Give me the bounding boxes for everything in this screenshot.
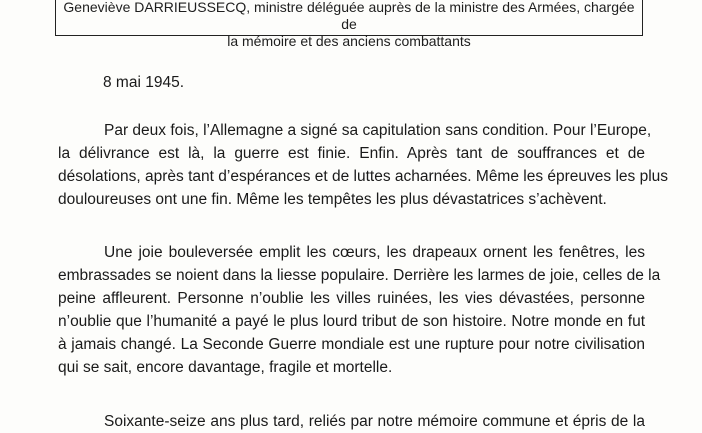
paragraph-line: Par deux fois, l’Allemagne a signé sa capitulation sans condition. Pour l’Europe, — [104, 122, 652, 139]
paragraph-line: Soixante-seize ans plus tard, reliés par notre mémoire commune et épris de la — [104, 413, 645, 430]
paragraph-line: qui se sait, encore davantage, fragile et mortelle. — [58, 359, 393, 376]
paragraph — [58, 241, 661, 379]
paragraph-line: embrassades se noient dans la liesse populaire. Derrière les larmes de joie, celles de la — [58, 267, 661, 284]
paragraph-line: n’oublie que l’humanité a payé le plus lourd tribut de son histoire. Notre monde en fut — [58, 313, 645, 330]
author-header-box — [55, 0, 643, 49]
paragraph-line: Une joie bouleversée emplit les cœurs, les drapeaux ornent les fenêtres, les — [104, 244, 645, 261]
paragraph — [58, 410, 645, 433]
paragraph-line: désolations, après tant d’espérances et de luttes acharnées. Même les épreuves les plus — [58, 168, 669, 185]
paragraph-line: à jamais changé. La Seconde Guerre mondiale est une rupture pour notre civilisation — [58, 336, 645, 353]
speech-date: 8 mai 1945. — [103, 74, 184, 91]
paragraph-line: peine affleurent. Personne n’oublie les villes ruinées, les vies dévastées, personne — [58, 290, 645, 307]
paragraph-line: douloureuses ont une fin. Même les tempêtes les plus dévastatrices s’achèvent. — [58, 191, 607, 208]
paragraph-line: la délivrance est là, la guerre est finie. Enfin. Après tant de souffrances et de — [58, 145, 645, 162]
paragraph — [58, 119, 669, 211]
author-header-line: la mémoire et des anciens combattants — [227, 33, 471, 49]
author-header-line: Geneviève DARRIEUSSECQ, ministre déléguée auprès de la ministre des Armées, chargée de — [63, 0, 635, 32]
